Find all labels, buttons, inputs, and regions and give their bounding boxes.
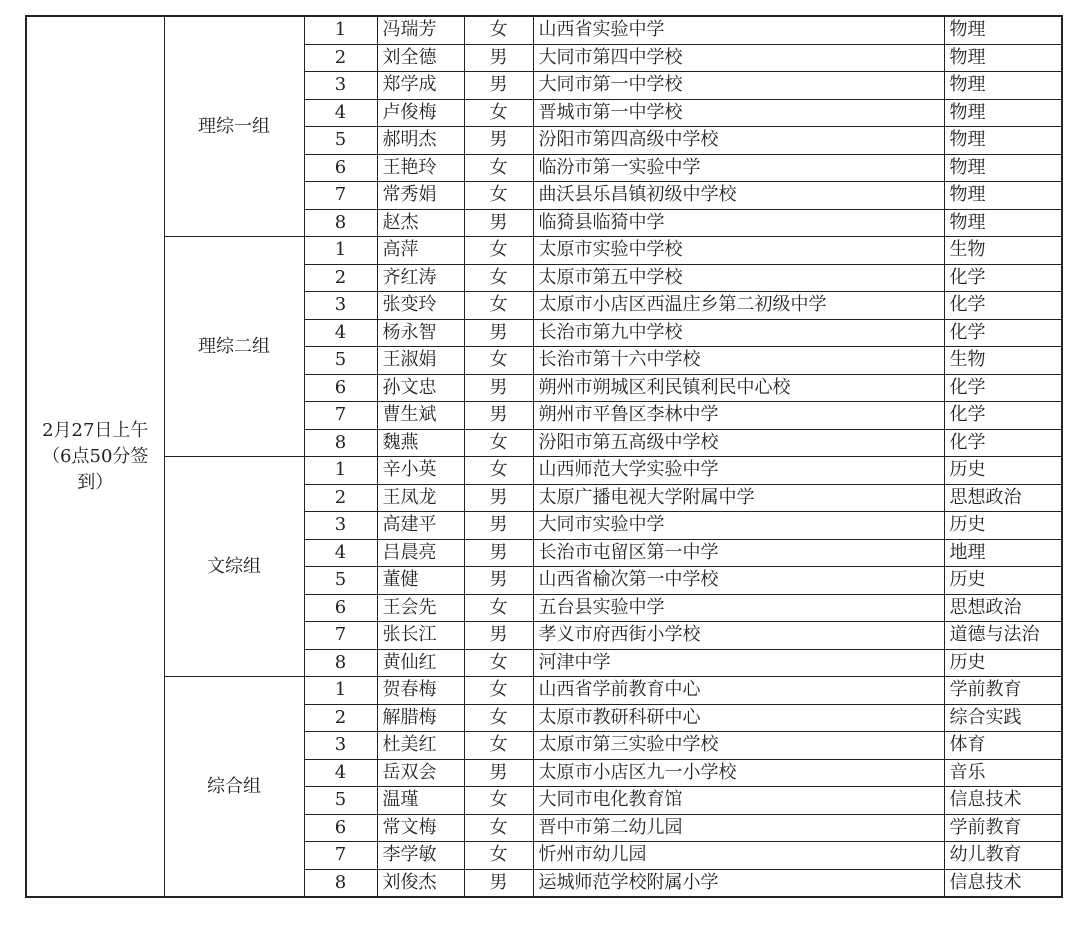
session-time-text: 2月27日上午 bbox=[42, 419, 149, 441]
member-school: 太原市教研科研中心 bbox=[533, 704, 944, 732]
member-subject: 物理 bbox=[944, 99, 1062, 127]
member-school: 太原市小店区九一小学校 bbox=[533, 759, 944, 787]
session-time-text: 到） bbox=[77, 471, 114, 493]
member-number: 4 bbox=[304, 99, 377, 127]
member-subject: 思想政治 bbox=[944, 594, 1062, 622]
member-school: 山西师范大学实验中学 bbox=[533, 457, 944, 485]
member-gender: 女 bbox=[464, 182, 533, 210]
member-name: 杜美红 bbox=[377, 732, 464, 760]
member-number: 4 bbox=[304, 319, 377, 347]
member-name: 常秀娟 bbox=[377, 182, 464, 210]
table-row bbox=[26, 457, 1062, 485]
member-number: 3 bbox=[304, 732, 377, 760]
member-name: 卢俊梅 bbox=[377, 99, 464, 127]
member-gender: 男 bbox=[464, 759, 533, 787]
member-gender: 女 bbox=[464, 457, 533, 485]
member-school: 大同市实验中学 bbox=[533, 512, 944, 540]
group-name-cell: 理综二组 bbox=[164, 237, 304, 457]
member-school: 大同市第四中学校 bbox=[533, 44, 944, 72]
member-number: 2 bbox=[304, 264, 377, 292]
member-school: 大同市第一中学校 bbox=[533, 72, 944, 100]
member-number: 3 bbox=[304, 72, 377, 100]
member-school: 晋中市第二幼儿园 bbox=[533, 814, 944, 842]
member-subject: 化学 bbox=[944, 292, 1062, 320]
member-subject: 思想政治 bbox=[944, 484, 1062, 512]
member-gender: 女 bbox=[464, 787, 533, 815]
member-name: 刘俊杰 bbox=[377, 869, 464, 897]
member-gender: 男 bbox=[464, 869, 533, 897]
member-school: 晋城市第一中学校 bbox=[533, 99, 944, 127]
member-subject: 化学 bbox=[944, 374, 1062, 402]
member-school: 忻州市幼儿园 bbox=[533, 842, 944, 870]
member-subject: 信息技术 bbox=[944, 787, 1062, 815]
member-number: 1 bbox=[304, 237, 377, 265]
member-gender: 女 bbox=[464, 704, 533, 732]
member-subject: 学前教育 bbox=[944, 814, 1062, 842]
member-number: 2 bbox=[304, 704, 377, 732]
member-number: 7 bbox=[304, 622, 377, 650]
member-name: 孙文忠 bbox=[377, 374, 464, 402]
member-number: 5 bbox=[304, 787, 377, 815]
member-subject: 生物 bbox=[944, 347, 1062, 375]
member-name: 岳双会 bbox=[377, 759, 464, 787]
member-school: 五台县实验中学 bbox=[533, 594, 944, 622]
member-school: 山西省学前教育中心 bbox=[533, 677, 944, 705]
member-school: 孝义市府西街小学校 bbox=[533, 622, 944, 650]
session-time-text: （6点50分签 bbox=[42, 445, 149, 467]
member-school: 长治市屯留区第一中学 bbox=[533, 539, 944, 567]
member-subject: 物理 bbox=[944, 209, 1062, 237]
group-name-cell: 理综一组 bbox=[164, 16, 304, 237]
member-name: 吕晨亮 bbox=[377, 539, 464, 567]
member-name: 解腊梅 bbox=[377, 704, 464, 732]
member-number: 1 bbox=[304, 16, 377, 44]
member-gender: 女 bbox=[464, 347, 533, 375]
member-subject: 历史 bbox=[944, 649, 1062, 677]
member-gender: 女 bbox=[464, 99, 533, 127]
member-subject: 物理 bbox=[944, 154, 1062, 182]
member-gender: 女 bbox=[464, 677, 533, 705]
member-school: 太原市小店区西温庄乡第二初级中学 bbox=[533, 292, 944, 320]
member-gender: 女 bbox=[464, 292, 533, 320]
member-school: 大同市电化教育馆 bbox=[533, 787, 944, 815]
member-school: 曲沃县乐昌镇初级中学校 bbox=[533, 182, 944, 210]
member-school: 山西省榆次第一中学校 bbox=[533, 567, 944, 595]
member-gender: 女 bbox=[464, 154, 533, 182]
member-number: 3 bbox=[304, 512, 377, 540]
member-gender: 女 bbox=[464, 264, 533, 292]
table-row bbox=[26, 16, 1062, 44]
member-gender: 女 bbox=[464, 732, 533, 760]
member-subject: 幼儿教育 bbox=[944, 842, 1062, 870]
member-school: 太原市第五中学校 bbox=[533, 264, 944, 292]
table-row bbox=[26, 237, 1062, 265]
member-name: 王淑娟 bbox=[377, 347, 464, 375]
member-gender: 女 bbox=[464, 842, 533, 870]
member-number: 2 bbox=[304, 484, 377, 512]
member-gender: 男 bbox=[464, 209, 533, 237]
member-subject: 历史 bbox=[944, 512, 1062, 540]
table-row bbox=[26, 677, 1062, 705]
member-subject: 化学 bbox=[944, 402, 1062, 430]
member-number: 2 bbox=[304, 44, 377, 72]
member-number: 6 bbox=[304, 154, 377, 182]
member-school: 山西省实验中学 bbox=[533, 16, 944, 44]
member-school: 太原市第三实验中学校 bbox=[533, 732, 944, 760]
member-number: 7 bbox=[304, 842, 377, 870]
member-name: 高建平 bbox=[377, 512, 464, 540]
member-gender: 男 bbox=[464, 622, 533, 650]
member-subject: 地理 bbox=[944, 539, 1062, 567]
member-number: 5 bbox=[304, 127, 377, 155]
member-gender: 男 bbox=[464, 72, 533, 100]
member-subject: 道德与法治 bbox=[944, 622, 1062, 650]
member-name: 高萍 bbox=[377, 237, 464, 265]
member-name: 黄仙红 bbox=[377, 649, 464, 677]
member-name: 郑学成 bbox=[377, 72, 464, 100]
member-name: 王会先 bbox=[377, 594, 464, 622]
member-name: 郝明杰 bbox=[377, 127, 464, 155]
member-gender: 男 bbox=[464, 539, 533, 567]
member-gender: 男 bbox=[464, 512, 533, 540]
member-name: 杨永智 bbox=[377, 319, 464, 347]
member-name: 王凤龙 bbox=[377, 484, 464, 512]
member-gender: 男 bbox=[464, 319, 533, 347]
session-time-cell bbox=[26, 16, 164, 897]
member-gender: 女 bbox=[464, 649, 533, 677]
member-subject: 物理 bbox=[944, 127, 1062, 155]
member-gender: 女 bbox=[464, 594, 533, 622]
member-gender: 女 bbox=[464, 429, 533, 457]
member-name: 魏燕 bbox=[377, 429, 464, 457]
member-school: 运城师范学校附属小学 bbox=[533, 869, 944, 897]
member-number: 4 bbox=[304, 759, 377, 787]
member-name: 温瑾 bbox=[377, 787, 464, 815]
member-number: 7 bbox=[304, 182, 377, 210]
member-name: 张长江 bbox=[377, 622, 464, 650]
member-number: 8 bbox=[304, 869, 377, 897]
member-name: 齐红涛 bbox=[377, 264, 464, 292]
member-subject: 音乐 bbox=[944, 759, 1062, 787]
member-name: 曹生斌 bbox=[377, 402, 464, 430]
member-name: 冯瑞芳 bbox=[377, 16, 464, 44]
member-subject: 历史 bbox=[944, 567, 1062, 595]
member-subject: 体育 bbox=[944, 732, 1062, 760]
member-gender: 男 bbox=[464, 44, 533, 72]
member-subject: 化学 bbox=[944, 264, 1062, 292]
member-subject: 综合实践 bbox=[944, 704, 1062, 732]
member-gender: 女 bbox=[464, 237, 533, 265]
member-gender: 男 bbox=[464, 484, 533, 512]
member-school: 汾阳市第四高级中学校 bbox=[533, 127, 944, 155]
member-number: 3 bbox=[304, 292, 377, 320]
member-gender: 女 bbox=[464, 16, 533, 44]
schedule-table bbox=[25, 15, 1063, 898]
member-subject: 物理 bbox=[944, 72, 1062, 100]
member-subject: 物理 bbox=[944, 44, 1062, 72]
member-number: 6 bbox=[304, 594, 377, 622]
member-name: 常文梅 bbox=[377, 814, 464, 842]
member-name: 辛小英 bbox=[377, 457, 464, 485]
member-gender: 男 bbox=[464, 567, 533, 595]
member-school: 太原广播电视大学附属中学 bbox=[533, 484, 944, 512]
member-number: 7 bbox=[304, 402, 377, 430]
member-subject: 信息技术 bbox=[944, 869, 1062, 897]
member-school: 朔州市朔城区利民镇利民中心校 bbox=[533, 374, 944, 402]
member-name: 董健 bbox=[377, 567, 464, 595]
member-name: 李学敏 bbox=[377, 842, 464, 870]
member-subject: 生物 bbox=[944, 237, 1062, 265]
member-number: 6 bbox=[304, 814, 377, 842]
member-number: 1 bbox=[304, 677, 377, 705]
member-school: 长治市第十六中学校 bbox=[533, 347, 944, 375]
member-name: 刘全德 bbox=[377, 44, 464, 72]
member-number: 8 bbox=[304, 209, 377, 237]
member-number: 1 bbox=[304, 457, 377, 485]
member-school: 临汾市第一实验中学 bbox=[533, 154, 944, 182]
member-gender: 男 bbox=[464, 374, 533, 402]
member-name: 贺春梅 bbox=[377, 677, 464, 705]
member-school: 汾阳市第五高级中学校 bbox=[533, 429, 944, 457]
member-number: 6 bbox=[304, 374, 377, 402]
member-gender: 男 bbox=[464, 402, 533, 430]
member-name: 张变玲 bbox=[377, 292, 464, 320]
member-subject: 历史 bbox=[944, 457, 1062, 485]
member-name: 王艳玲 bbox=[377, 154, 464, 182]
member-subject: 化学 bbox=[944, 319, 1062, 347]
member-school: 河津中学 bbox=[533, 649, 944, 677]
group-name-cell: 综合组 bbox=[164, 677, 304, 898]
member-name: 赵杰 bbox=[377, 209, 464, 237]
member-gender: 男 bbox=[464, 127, 533, 155]
member-school: 太原市实验中学校 bbox=[533, 237, 944, 265]
member-school: 朔州市平鲁区李林中学 bbox=[533, 402, 944, 430]
group-name-cell: 文综组 bbox=[164, 457, 304, 677]
member-subject: 学前教育 bbox=[944, 677, 1062, 705]
member-number: 8 bbox=[304, 649, 377, 677]
member-number: 5 bbox=[304, 347, 377, 375]
member-school: 临猗县临猗中学 bbox=[533, 209, 944, 237]
member-number: 5 bbox=[304, 567, 377, 595]
member-number: 4 bbox=[304, 539, 377, 567]
member-number: 8 bbox=[304, 429, 377, 457]
member-subject: 化学 bbox=[944, 429, 1062, 457]
member-subject: 物理 bbox=[944, 182, 1062, 210]
member-gender: 女 bbox=[464, 814, 533, 842]
member-school: 长治市第九中学校 bbox=[533, 319, 944, 347]
member-subject: 物理 bbox=[944, 16, 1062, 44]
